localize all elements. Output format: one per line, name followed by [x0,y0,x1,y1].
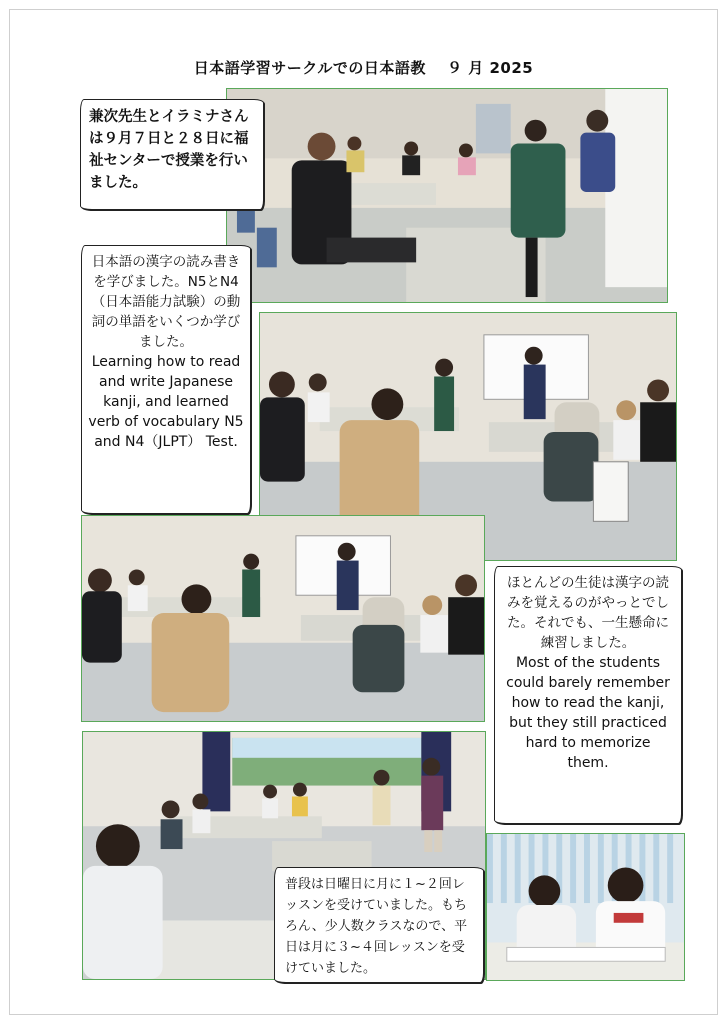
schedule-callout [274,867,484,983]
intro-callout [80,99,264,210]
intro-text: 兼次先生とイラミナさんは９月７日と２８日に福祉センターで授業を行いました。 [89,109,249,191]
page-title: 日本語学習サークルでの日本語教 ９ 月 2025 [193,59,534,77]
schedule-text: 普段は日曜日に月に１~２回レッスンを受けていました。もちろん、少人数クラスなので、平日は月に３~４回レッスンを受けていました。 [285,877,468,976]
photo-classroom-group-2 [81,515,485,722]
kanji-text-en: Learning how to read and write Japanese kanji, and learned verb of vocabulary N5 and N4（JLPT） Test. [88,354,244,450]
kanji-text-jp: 日本語の漢字の読み書きを学びました。N5とN4（日本語能力試験）の動詞の単語をいくつか学びました。 [91,254,241,350]
kanji-callout [81,245,251,514]
students-text-en: Most of the students could barely remember how to read the kanji, but they still practiced hard to memorize them. [506,655,670,771]
photo-students-writing [486,833,685,981]
photo-teachers-at-whiteboard [226,88,668,303]
students-text-jp: ほとんどの生徒は漢字の読みを覚えるのがやっとでした。それでも、一生懸命に練習しました。 [507,575,669,651]
students-callout [494,566,682,824]
